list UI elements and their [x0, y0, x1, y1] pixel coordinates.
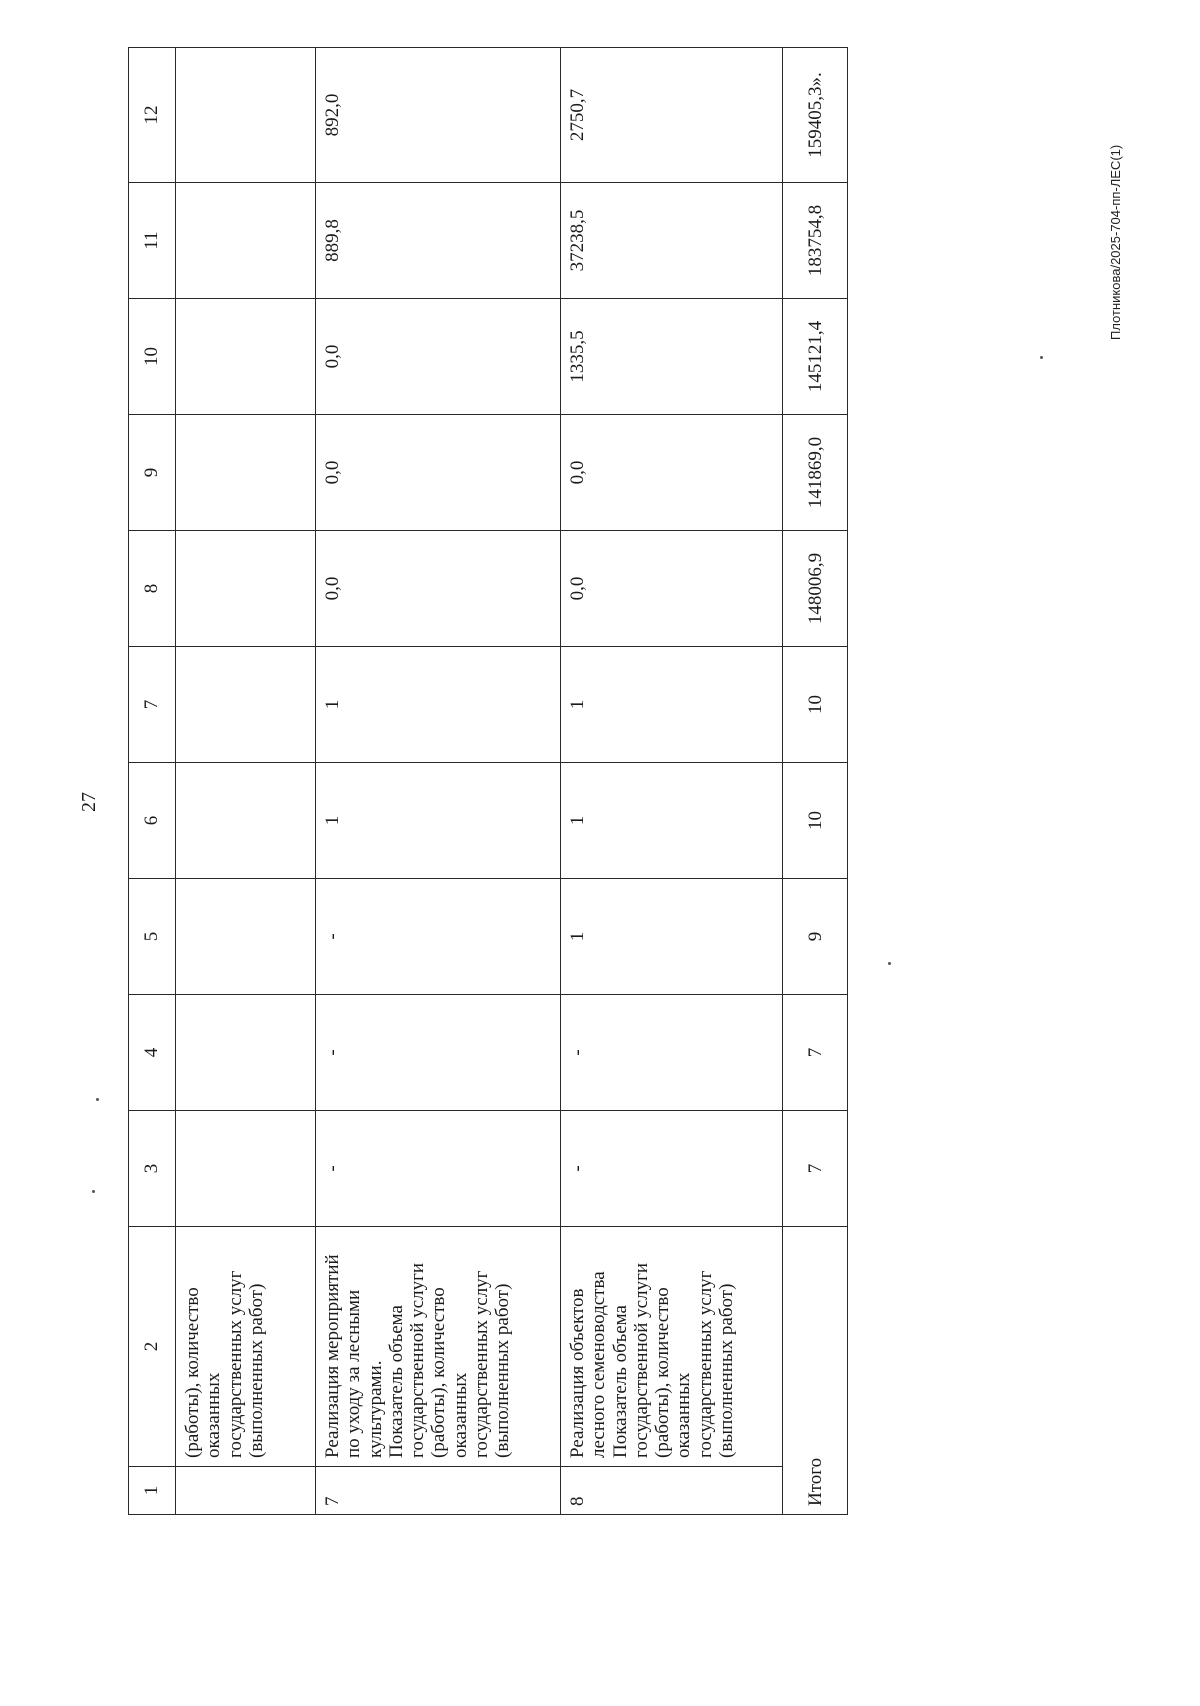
col-number-5: 5: [129, 879, 176, 995]
cell-col-4: -: [561, 995, 783, 1111]
cell-col-10: [176, 299, 316, 415]
cell-col-9: 0,0: [316, 415, 561, 531]
cell-col-3: -: [561, 1111, 783, 1227]
table-row-8: [561, 48, 783, 1515]
column-number-row: [129, 48, 176, 1515]
col-number-1: 1: [129, 1467, 176, 1515]
table-row-total: [783, 48, 848, 1515]
row-number: [176, 1467, 316, 1515]
col-number-4: 4: [129, 995, 176, 1111]
row-description: (работы), количество оказанных государственных услуг (выполненных работ): [176, 1227, 316, 1467]
cell-col-9: 0,0: [561, 415, 783, 531]
cell-col-8: [176, 531, 316, 647]
table-row-continuation: [176, 48, 316, 1515]
total-col-9: 141869,0: [783, 415, 848, 531]
cell-col-6: [176, 763, 316, 879]
cell-col-10: 0,0: [316, 299, 561, 415]
cell-col-7: 1: [316, 647, 561, 763]
col-number-3: 3: [129, 1111, 176, 1227]
cell-col-4: -: [316, 995, 561, 1111]
total-col-10: 145121,4: [783, 299, 848, 415]
total-col-4: 7: [783, 995, 848, 1111]
total-col-6: 10: [783, 763, 848, 879]
row-description: Реализация мероприятий по уходу за лесными культурами. Показатель объема государственной услуги (работы), количество оказанных государственных услуг (выполненных работ): [316, 1227, 561, 1467]
total-col-11: 183754,8: [783, 183, 848, 299]
total-col-5: 9: [783, 879, 848, 995]
scan-speck: [1040, 356, 1043, 359]
total-col-3: 7: [783, 1111, 848, 1227]
table-row-7: [316, 48, 561, 1515]
cell-col-12: [176, 48, 316, 183]
col-number-7: 7: [129, 647, 176, 763]
col-number-12: 12: [129, 48, 176, 183]
cell-col-5: 1: [561, 879, 783, 995]
cell-col-11: 889,8: [316, 183, 561, 299]
row-number: 7: [316, 1467, 561, 1515]
col-number-10: 10: [129, 299, 176, 415]
document-code: Плотникова/2025-704-пп-ЛЕС(1): [1108, 144, 1123, 340]
total-col-7: 10: [783, 647, 848, 763]
page-number: 27: [78, 792, 100, 812]
cell-col-7: [176, 647, 316, 763]
col-number-9: 9: [129, 415, 176, 531]
cell-col-8: 0,0: [561, 531, 783, 647]
cell-col-4: [176, 995, 316, 1111]
cell-col-3: [176, 1111, 316, 1227]
budget-table: [128, 47, 848, 1515]
cell-col-5: [176, 879, 316, 995]
cell-col-6: 1: [316, 763, 561, 879]
budget-table-rotated: [128, 48, 848, 1515]
cell-col-11: [176, 183, 316, 299]
scan-speck: [92, 1190, 95, 1193]
cell-col-11: 37238,5: [561, 183, 783, 299]
col-number-2: 2: [129, 1227, 176, 1467]
cell-col-8: 0,0: [316, 531, 561, 647]
total-label: Итого: [783, 1227, 848, 1515]
col-number-11: 11: [129, 183, 176, 299]
cell-col-9: [176, 415, 316, 531]
scan-speck: [888, 962, 891, 965]
cell-col-5: -: [316, 879, 561, 995]
cell-col-12: 892,0: [316, 48, 561, 183]
total-col-12: 159405,3».: [783, 48, 848, 183]
cell-col-10: 1335,5: [561, 299, 783, 415]
cell-col-3: -: [316, 1111, 561, 1227]
col-number-6: 6: [129, 763, 176, 879]
cell-col-7: 1: [561, 647, 783, 763]
cell-col-6: 1: [561, 763, 783, 879]
col-number-8: 8: [129, 531, 176, 647]
row-number: 8: [561, 1467, 783, 1515]
scan-speck: [96, 1098, 99, 1101]
total-col-8: 148006,9: [783, 531, 848, 647]
cell-col-12: 2750,7: [561, 48, 783, 183]
row-description: Реализация объектов лесного семеноводства Показатель объема государственной услуги (работы), количество оказанных государственных услуг (выполненных работ): [561, 1227, 783, 1467]
